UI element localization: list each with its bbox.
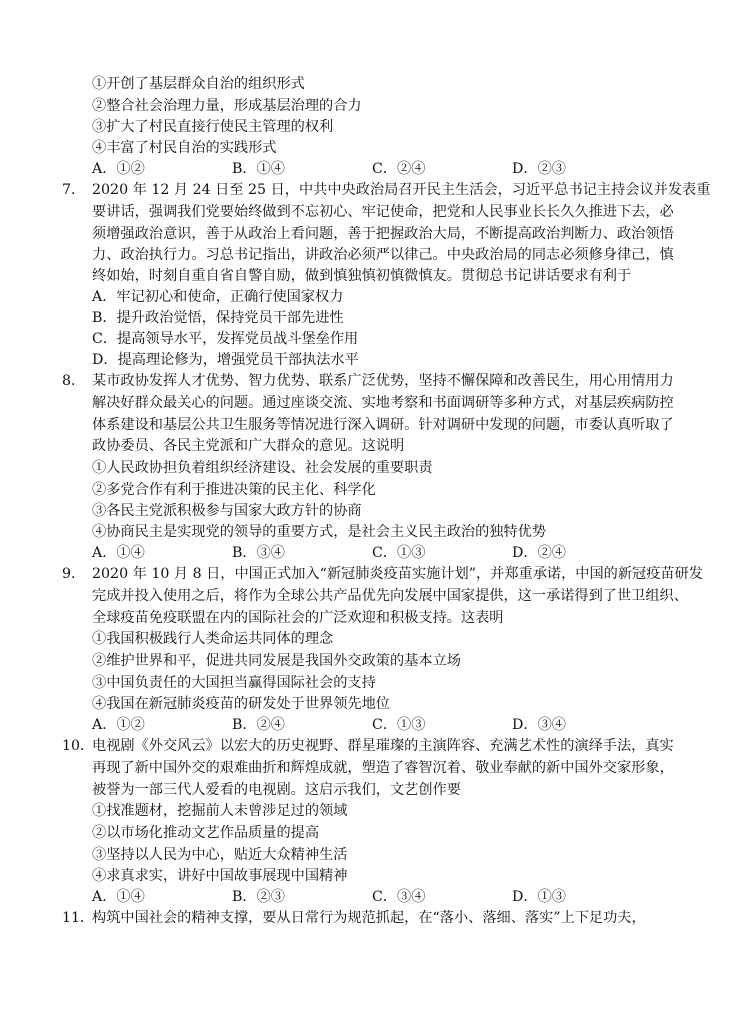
q8-item-4: ④协商民主是实现党的领导的重要方式，是社会主义民主政治的独特优势 [92, 524, 547, 540]
q10-item-3: ③坚持以人民为中心，贴近大众精神生活 [92, 847, 348, 863]
q10-choice-a: A．①④ [92, 889, 145, 905]
q9-item-3: ③中国负责任的大国担当赢得国际社会的支持 [92, 675, 376, 691]
q10-number: 10． [62, 738, 95, 754]
q8-number: 8． [62, 373, 86, 389]
q10-stem-line: 再现了新中国外交的艰难曲折和辉煌成就，塑造了睿智沉着、敬业奉献的新中国外交家形象， [92, 760, 674, 776]
q7-option-d: D．提高理论修为，增强党员干部执法水平 [92, 352, 359, 368]
q9-choice-c: C．①③ [372, 717, 426, 733]
q10-stem-line: 被誉为一部三代人爱看的电视剧。这启示我们，文艺创作要 [92, 782, 461, 798]
q6-choice-a: A．①② [92, 161, 145, 177]
q10-choice-c: C．③④ [372, 889, 426, 905]
q10-item-1: ①找准题材，挖掘前人未曾涉足过的领域 [92, 803, 348, 819]
q8-choice-a: A．①④ [92, 545, 145, 561]
q8-item-1: ①人民政协担负着组织经济建设、社会发展的重要职责 [92, 460, 433, 476]
q8-stem-line: 体系建设和基层公共卫生服务等情况进行深入调研。针对调研中发现的问题，市委认真听取了 [92, 417, 674, 433]
q6-item-2: ②整合社会治理力量，形成基层治理的合力 [92, 98, 362, 114]
q7-option-b: B．提升政治觉悟，保持党员干部先进性 [92, 310, 344, 326]
q6-item-4: ④丰富了村民自治的实践形式 [92, 140, 277, 156]
q7-stem-line: 力、政治执行力。习总书记指出，讲政治必须严以律己。中央政治局的同志必须修身律己，慎 [92, 247, 674, 263]
q6-choice-d: D．②③ [512, 161, 566, 177]
q8-choice-b: B．③④ [232, 545, 285, 561]
q8-item-3: ③各民主党派积极参与国家大政方针的协商 [92, 503, 362, 519]
q11-stem-line: 构筑中国社会的精神支撑，要从日常行为规范抓起，在“落小、落细、落实”上下足功夫， [92, 910, 646, 926]
q10-choice-d: D．①③ [512, 889, 566, 905]
q10-item-2: ②以市场化推动文艺作品质量的提高 [92, 825, 320, 841]
q9-choice-d: D．③④ [512, 717, 566, 733]
q7-stem-line: 终如始，时刻自重自省自警自励，做到慎独慎初慎微慎友。贯彻总书记讲话要求有利于 [92, 268, 632, 284]
q8-item-2: ②多党合作有利于推进决策的民主化、科学化 [92, 482, 376, 498]
q6-item-1: ①开创了基层群众自治的组织形式 [92, 76, 305, 92]
q9-stem-line: 2020 年 10 月 8 日，中国正式加入“新冠肺炎疫苗实施计划”，并郑重承诺，中国的新冠疫苗研发 [92, 566, 703, 582]
q11-number: 11． [62, 910, 95, 926]
q6-item-3: ③扩大了村民直接行使民主管理的权利 [92, 119, 334, 135]
q8-stem-line: 政协委员、各民主党派和广大群众的意见。这说明 [92, 438, 405, 454]
q10-item-4: ④求真求实，讲好中国故事展现中国精神 [92, 868, 348, 884]
q8-choice-d: D．②④ [512, 545, 566, 561]
q10-stem-line: 电视剧《外交风云》以宏大的历史视野、群星璀璨的主演阵容、充满艺术性的演绎手法，真实 [92, 738, 674, 754]
q8-stem-line: 解决好群众最关心的问题。通过座谈交流、实地考察和书面调研等多种方式，对基层疾病防控 [92, 395, 674, 411]
q10-choice-b: B．②③ [232, 889, 285, 905]
q9-item-4: ④我国在新冠肺炎疫苗的研发处于世界领先地位 [92, 696, 390, 712]
q7-stem-line: 要讲话，强调我们党要始终做到不忘初心、牢记使命，把党和人民事业长长久久推进下去，必 [92, 204, 674, 220]
q8-stem-line: 某市政协发挥人才优势、智力优势、联系广泛优势，坚持不懈保障和改善民生，用心用情用力 [92, 373, 674, 389]
q9-choice-a: A．①② [92, 717, 145, 733]
q7-stem-line: 须增强政治意识，善于从政治上看问题，善于把握政治大局，不断提高政治判断力、政治领悟 [92, 226, 674, 242]
q7-option-c: C．提高领导水平，发挥党员战斗堡垒作用 [92, 331, 359, 347]
q9-item-2: ②维护世界和平，促进共同发展是我国外交政策的基本立场 [92, 653, 461, 669]
q9-item-1: ①我国积极践行人类命运共同体的理念 [92, 631, 334, 647]
q9-choice-b: B．②④ [232, 717, 285, 733]
q7-stem-line: 2020 年 12 月 24 日至 25 日，中共中央政治局召开民主生活会，习近平总书记主持会议并发表重 [92, 182, 711, 198]
q6-choice-c: C．②④ [372, 161, 426, 177]
q6-choice-b: B．①④ [232, 161, 285, 177]
q9-number: 9． [62, 566, 86, 582]
q9-stem-line: 完成并投入使用之后，将作为全球公共产品优先向发展中国家提供，这一承诺得到了世卫组织、 [92, 588, 688, 604]
q9-stem-line: 全球疫苗免疫联盟在内的国际社会的广泛欢迎和积极支持。这表明 [92, 610, 504, 626]
q8-choice-c: C．①③ [372, 545, 426, 561]
q7-number: 7． [62, 182, 86, 198]
q7-option-a: A．牢记初心和使命，正确行使国家权力 [92, 289, 344, 305]
